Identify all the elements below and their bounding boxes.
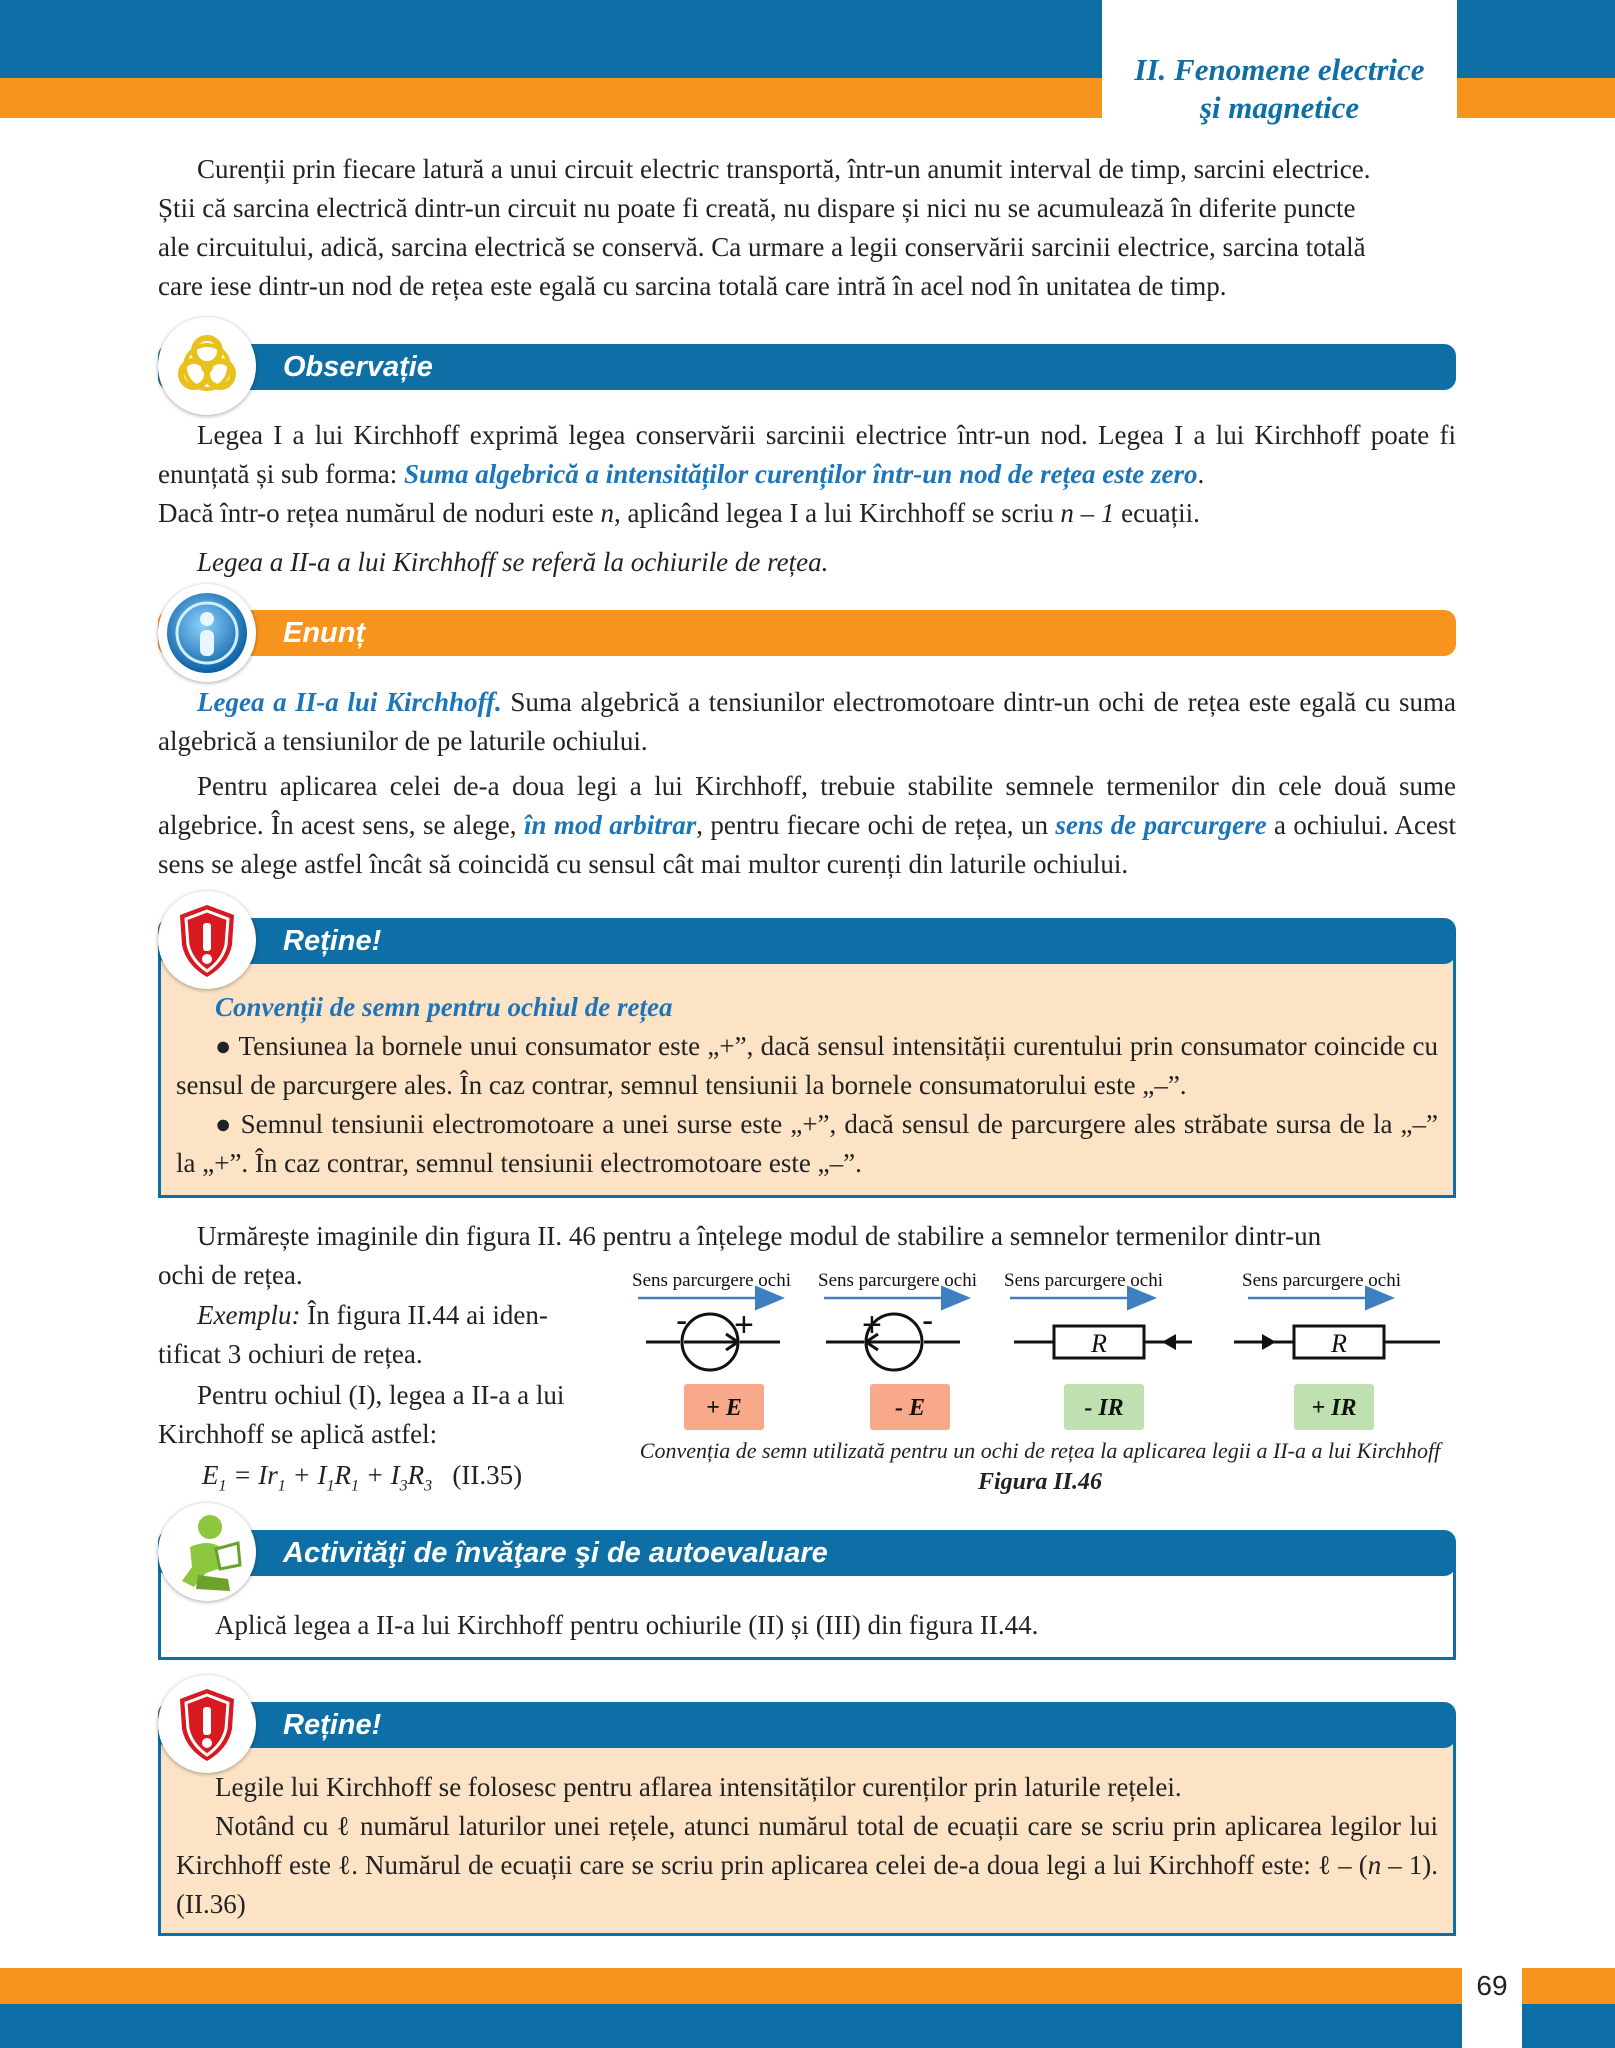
panel4-value: + IR bbox=[1311, 1395, 1357, 1421]
observatie-p2-text: Dacă într-o rețea numărul de noduri este bbox=[158, 498, 601, 528]
enunt-p2-highlight2: sens de parcurgere bbox=[1055, 810, 1267, 840]
chapter-title-line1: II. Fenomene electrice bbox=[1134, 52, 1425, 87]
observatie-paragraph3: Legea a II-a a lui Kirchhoff se referă la ochiurile de rețea. bbox=[197, 547, 829, 577]
panel4-current-arrow bbox=[1262, 1334, 1276, 1350]
panel4-label: Sens parcurgere ochi bbox=[1242, 1270, 1401, 1291]
enunt-p2-highlight1: în mod arbitrar bbox=[523, 810, 697, 840]
biohazard-icon bbox=[158, 317, 256, 415]
activitati-task: Aplică legea a II-a lui Kirchhoff pentru ochiurile (II) și (III) din figura II.44. bbox=[215, 1610, 1039, 1640]
retine2-paragraph1: Legile lui Kirchhoff se folosesc pentru aflarea intensităților curenților prin laturile rețelei. bbox=[215, 1772, 1182, 1802]
panel1-plus: + bbox=[734, 1306, 754, 1344]
panel3-current-arrow bbox=[1162, 1334, 1176, 1350]
enunt-p1-highlight: Legea a II-a lui Kirchhoff. bbox=[197, 687, 502, 717]
ochi-text1: Pentru ochiul (I), legea a II-a a lui bbox=[197, 1380, 565, 1410]
ochi-text2: Kirchhoff se aplică astfel: bbox=[158, 1419, 438, 1449]
retine2-paragraph2 bbox=[176, 1807, 1438, 1924]
panel2-value: - E bbox=[895, 1395, 925, 1421]
panel1-label: Sens parcurgere ochi bbox=[632, 1270, 791, 1291]
enunt-p2-text: Pentru aplicarea celei de-a doua legi a lui Kirchhoff, trebuie stabilite semnele termenilor din cele două sume algebrice. În acest sens, se alege, bbox=[158, 771, 1456, 840]
figure-ii46 bbox=[630, 1262, 1460, 1432]
example-left-column bbox=[158, 1296, 608, 1505]
example-label: Exemplu: bbox=[197, 1300, 301, 1330]
activitati-title: Activităţi de învăţare şi de autoevaluare bbox=[283, 1537, 828, 1569]
retine2-p2-end: – 1). (II.36) bbox=[176, 1850, 1438, 1919]
equation-ii35 bbox=[158, 1456, 608, 1505]
panel3-value: - IR bbox=[1084, 1395, 1124, 1421]
info-icon bbox=[158, 584, 256, 682]
observatie-paragraph1 bbox=[158, 416, 1456, 494]
panel3-label: Sens parcurgere ochi bbox=[1004, 1270, 1163, 1291]
page-number: 69 bbox=[1476, 1970, 1508, 2001]
retine1-bullet1: ● Tensiunea la bornele unui consumator este „+”, dacă sensul intensității curentului prin consumator coincide cu sensul de parcurgere ales. În caz contrar, semnul tensiunii la bornele consumatorului este „–”. bbox=[176, 1031, 1438, 1100]
footer-orange-band bbox=[0, 1968, 1615, 2004]
enunt-p2-text2: , pentru fiecare ochi de rețea, un bbox=[696, 810, 1056, 840]
panel2-plus: + bbox=[862, 1306, 882, 1344]
observatie-p2-text2: , aplicând legea I a lui Kirchhoff se scriu bbox=[614, 498, 1061, 528]
shield-icon bbox=[158, 1675, 256, 1773]
footer-blue-band bbox=[0, 2004, 1615, 2048]
retine2-p2-n: n bbox=[1367, 1850, 1382, 1880]
retine1-subtitle: Convenții de semn pentru ochiul de rețea bbox=[215, 992, 673, 1022]
observatie-p1-highlight: Suma algebrică a intensităților curenților într-un nod de rețea este zero bbox=[403, 459, 1198, 489]
equation-body: $E_1 = Ir_1 + I_1R_1 + I_3R_3$ bbox=[202, 1460, 433, 1495]
example-text1: În figura II.44 ai iden- bbox=[300, 1300, 548, 1330]
panel1-minus: - bbox=[676, 1302, 688, 1340]
activitati-text bbox=[176, 1606, 1438, 1645]
observatie-text bbox=[158, 416, 1456, 582]
retine1-title: Reține! bbox=[283, 925, 382, 957]
intro-line3: ale circuitului, adică, sarcina electrică se conservă. Ca urmare a legii conservării sarcinii electrice, sarcina totală bbox=[158, 232, 1366, 262]
retine1-text bbox=[176, 988, 1438, 1183]
observatie-p1-end: . bbox=[1197, 459, 1205, 489]
chapter-title bbox=[1102, 0, 1457, 125]
intro-line2: Știi că sarcina electrică dintr-un circuit nu poate fi creată, nu dispare și nici nu se acumulează în diferite puncte bbox=[158, 193, 1356, 223]
enunt-paragraph2 bbox=[158, 767, 1456, 884]
panel3-resistor-label: R bbox=[1091, 1329, 1107, 1358]
example-line1: Urmărește imaginile din figura II. 46 pentru a înțelege modul de stabilire a semnelor termenilor dintr-un bbox=[197, 1221, 1322, 1251]
figure-caption: Convenția de semn utilizată pentru un ochi de rețea la aplicarea legii a II-a a lui Kirchhoff bbox=[639, 1438, 1441, 1463]
example-line2: ochi de rețea. bbox=[158, 1260, 303, 1290]
observatie-p2-n1: n – 1 bbox=[1060, 498, 1115, 528]
figure-title: Figura II.46 bbox=[977, 1469, 1103, 1495]
shield-icon bbox=[158, 891, 256, 989]
example-text2: tificat 3 ochiuri de rețea. bbox=[158, 1339, 423, 1369]
retine2-text bbox=[176, 1768, 1438, 1924]
retine1-bullet2: ● Semnul tensiunii electromotoare a unei surse este „+”, dacă sensul de parcurgere ales străbate sursa de la „–” la „+”. În caz contrar, semnul tensiunii electromotoare este „–”. bbox=[176, 1109, 1438, 1178]
intro-line1: Curenții prin fiecare latură a unui circuit electric transportă, într-un anumit interval de timp, sarcini electrice. bbox=[197, 154, 1371, 184]
retine2-title: Reține! bbox=[283, 1709, 382, 1741]
reading-person-icon bbox=[158, 1503, 256, 1601]
enunt-title: Enunț bbox=[283, 617, 366, 649]
equation-number: (II.35) bbox=[452, 1460, 523, 1490]
intro-line4: care iese dintr-un nod de rețea este egală cu sarcina totală care intră în acel nod în unitatea de timp. bbox=[158, 271, 1227, 301]
observatie-title: Observație bbox=[283, 351, 433, 383]
enunt-p2-end: a ochiului. Acest sens se alege astfel încât să coincidă cu sensul cât mai multor curenți din laturile ochiului. bbox=[158, 810, 1457, 879]
enunt-text bbox=[158, 683, 1456, 884]
observatie-paragraph2 bbox=[158, 494, 1456, 533]
intro-paragraph bbox=[158, 150, 1456, 306]
panel4-resistor-label: R bbox=[1331, 1329, 1347, 1358]
panel1-value: + E bbox=[706, 1395, 742, 1421]
observatie-p2-end: ecuații. bbox=[1114, 498, 1200, 528]
observatie-p1-text: Legea I a lui Kirchhoff exprimă legea conservării sarcinii electrice într-un nod. Legea I a lui Kirchhoff poate fi enunțată și sub forma: bbox=[158, 420, 1456, 489]
observatie-p2-n: n bbox=[600, 498, 615, 528]
example-text bbox=[158, 1296, 608, 1335]
enunt-paragraph1 bbox=[158, 683, 1456, 761]
panel2-minus: - bbox=[922, 1302, 934, 1340]
panel2-label: Sens parcurgere ochi bbox=[818, 1270, 977, 1291]
retine2-p2-text: Notând cu ℓ numărul laturilor unei rețele, atunci numărul total de ecuații care se scriu prin aplicarea legilor lui Kirchhoff este ℓ. Numărul de ecuații care se scriu prin aplicarea celei de-a doua legi a lui Kirchhoff este: ℓ – ( bbox=[176, 1811, 1438, 1880]
chapter-title-line2: şi magnetice bbox=[1199, 90, 1360, 125]
enunt-p1-text: Suma algebrică a tensiunilor electromotoare dintr-un ochi de rețea este egală cu suma algebrică a tensiunilor de pe laturile ochiului. bbox=[158, 687, 1457, 756]
